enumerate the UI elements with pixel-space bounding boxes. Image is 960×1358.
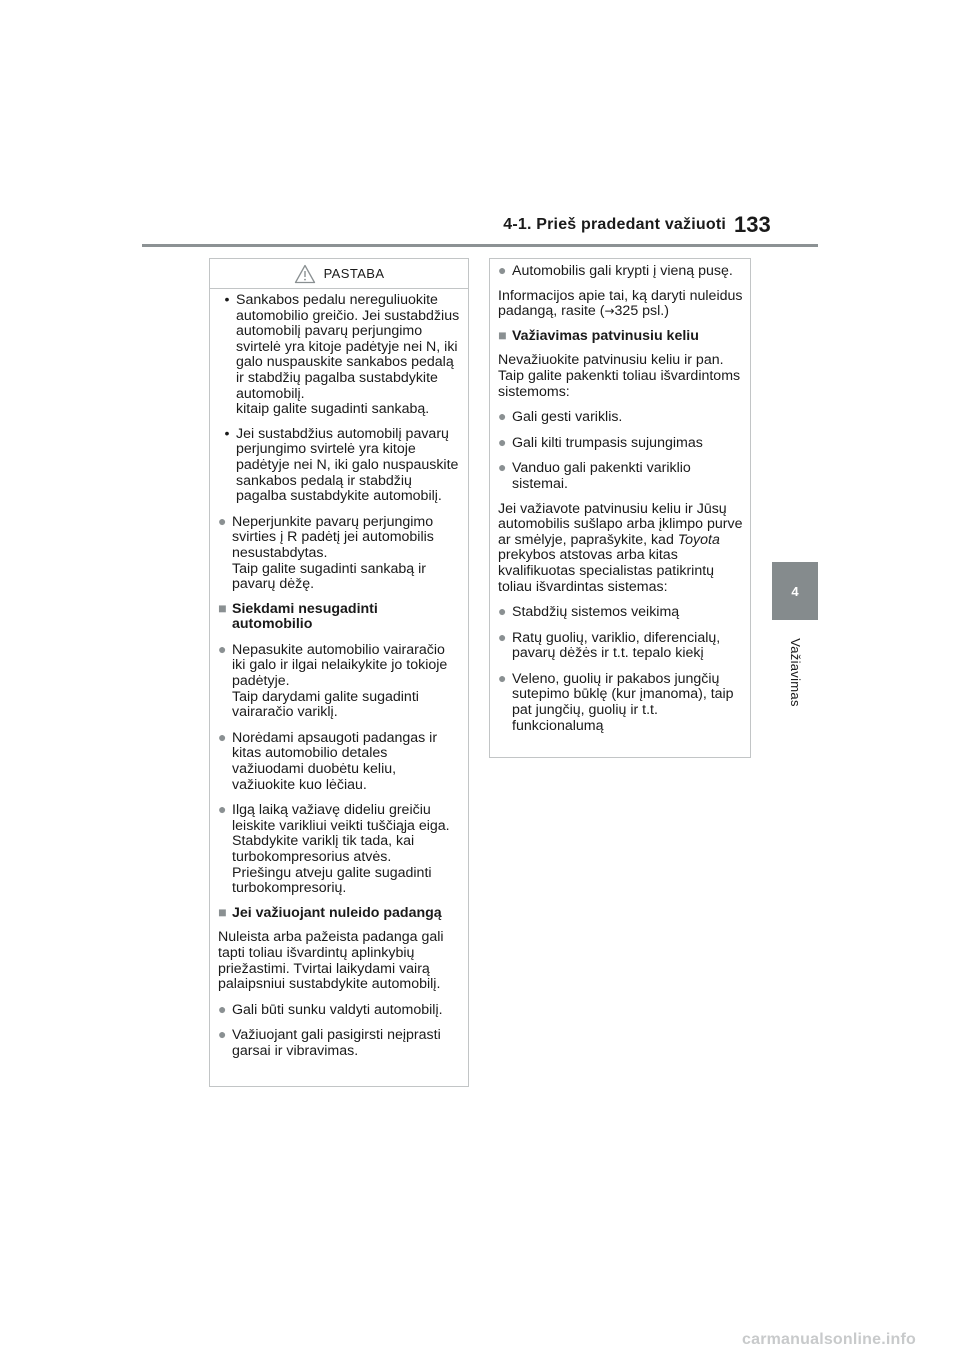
bullet-item-steering: ● Nepasukite automobilio vairaračio iki galo ir ilgai nelaikykite jo tokioje padėtyje. Taip darydami galite sugadinti vairaračio variklį.	[218, 640, 448, 721]
paragraph-reference: Informacijos apie tai, ką daryti nuleidus padangą, rasite (→325 psl.)	[498, 287, 743, 320]
section-heading-flat-tire: ■ Jei važiuojant nuleido padangą	[218, 904, 442, 921]
section-heading-avoid-damage: ■ Siekdami nesugadinti automobilio	[218, 600, 378, 633]
bullet-item-brakes: ● Stabdžių sistemos veikimą	[498, 603, 680, 621]
bullet-item-water: ● Vanduo gali pakenkti variklio sistemai.	[498, 459, 691, 492]
notice-header	[210, 259, 468, 289]
notice-box	[209, 258, 469, 1087]
warning-triangle-icon	[294, 264, 316, 284]
section-title: 4-1. Prieš pradedant važiuoti	[503, 216, 726, 233]
paragraph-inspection: Jei važiavote patvinusiu keliu ir Jūsų automobilis sušlapo arba įklimpo purve ar smėlyje, paprašykite, kad Toyota prekybos atstovas arba kitas kvalifikuotas specialistas patikrintų toliau išvardintas sistemas:	[498, 500, 743, 595]
bullet-item-oil: ● Ratų guolių, variklio, diferencialų, pavarų dėžės ir t.t. tepalo kiekį	[498, 628, 721, 662]
dash-item-stop: • Jei sustabdžius automobilį pavarų perjungimo svirtelė yra kitoje padėtyje nei N, iki galo nuspauskite sankabos pedalą ir stabdžių pagalba sustabdykite automobilį.	[224, 425, 459, 505]
bullet-item-lubrication: ● Veleno, guolių ir pakabos jungčių sutepimo būklę (kur įmanoma), taip pat jungčių, guolių ir t.t. funkcionalumą	[498, 669, 734, 734]
paragraph-flat-tire: Nuleista arba pažeista padanga gali tapti toliau išvardintų aplinkybių priežastimi. Tvirtai laikydami vairą palaipsniui sustabdykite automobilį.	[218, 929, 444, 993]
bullet-item-engine: ● Gali gesti variklis.	[498, 408, 623, 426]
bullet-item-reverse: ● Neperjunkite pavarų perjungimo svirties į R padėtį jei automobilis nesustabdytas. Taip galite sugadinti sankabą ir pavarų dėžę.	[218, 512, 434, 593]
bullet-item-tires: ● Norėdami apsaugoti padangas ir kitas automobilio detales važiuodami duobėtu keliu, važiuokite kuo lėčiau.	[218, 728, 438, 793]
bullet-item-noise: ● Važiuojant gali pasigirsti neįprasti garsai ir vibravimas.	[218, 1026, 441, 1059]
page-reference-arrow: →	[604, 304, 615, 319]
section-heading-flooded-road: ■ Važiavimas patvinusiu keliu	[498, 327, 699, 344]
paragraph-flooded-road: Nevažiuokite patvinusiu keliu ir pan. Taip galite pakenkti toliau išvardintoms sistemoms:	[498, 352, 741, 400]
header-rule	[142, 244, 818, 247]
chapter-number: 4	[791, 583, 799, 599]
page-reference-link[interactable]: 325 psl.)	[614, 303, 669, 320]
page-number: 133	[734, 212, 771, 237]
chapter-tab[interactable]	[772, 562, 818, 620]
notice-heading: PASTABA	[323, 265, 385, 281]
chapter-label: Važiavimas	[787, 637, 803, 707]
bullet-item-control: ● Gali būti sunku valdyti automobilį.	[218, 1000, 443, 1018]
notice-box-continued	[489, 258, 751, 758]
bullet-item-short-circuit: ● Gali kilti trumpasis sujungimas	[498, 433, 703, 451]
dash-item-clutch: • Sankabos pedalu nereguliuokite automobilio greičio. Jei sustabdžius automobilį pavarų perjungimo svirtelė yra kitoje padėtyje nei N, iki galo nuspauskite sankabos pedalą ir stabdžių pagalba sustabdykite automobilį. kitaip galite sugadinti sankabą.	[224, 292, 460, 418]
watermark: carmanualsonline.info	[742, 1331, 917, 1348]
bullet-item-pull: ● Automobilis gali krypti į vieną pusę.	[498, 262, 733, 279]
bullet-item-turbo: ● Ilgą laiką važiavę dideliu greičiu leiskite varikliui veikti tuščiąja eiga. Stabdykite variklį tik tada, kai turbokompresorius atvės. Priešingu atveju galite sugadinti turbokompresorių.	[218, 801, 450, 897]
